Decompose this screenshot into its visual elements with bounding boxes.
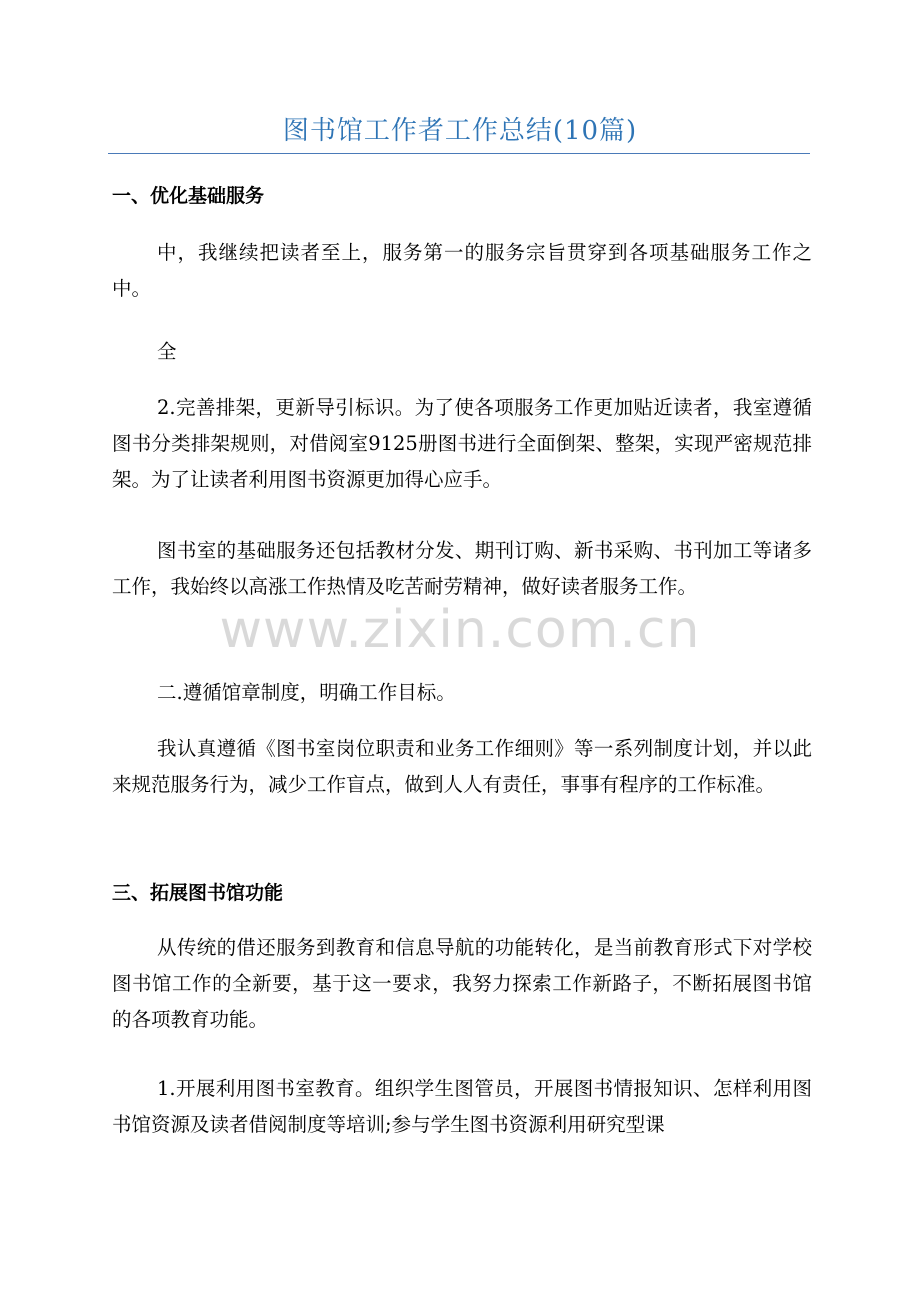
paragraph: 2.完善排架，更新导引标识。为了使各项服务工作更加贴近读者，我室遵循图书分类排架规则，对借阅室9125册图书进行全面倒架、整架，实现严密规范排架。为了让读者利用图书资源更加得心应手。: [112, 396, 812, 491]
paragraph: 中，我继续把读者至上，服务第一的服务宗旨贯穿到各项基础服务工作之中。: [112, 241, 812, 300]
title-divider: [108, 153, 810, 154]
paragraph: 1.开展利用图书室教育。组织学生图管员，开展图书情报知识、怎样利用图书馆资源及读者借阅制度等培训;参与学生图书资源利用研究型课: [112, 1077, 812, 1136]
paragraph: 二.遵循馆章制度，明确工作目标。: [157, 681, 456, 704]
document-title: 图书馆工作者工作总结(10篇): [282, 116, 638, 146]
paragraph: 从传统的借还服务到教育和信息导航的功能转化，是当前教育形式下对学校图书馆工作的全新要，基于这一要求，我努力探索工作新路子，不断拓展图书馆的各项教育功能。: [112, 936, 812, 1031]
paragraph: 图书室的基础服务还包括教材分发、期刊订购、新书采购、书刊加工等诸多工作，我始终以高涨工作热情及吃苦耐劳精神，做好读者服务工作。: [112, 539, 812, 598]
section-heading-1: 一、优化基础服务: [112, 185, 265, 207]
paragraph: 我认真遵循《图书室岗位职责和业务工作细则》等一系列制度计划，并以此来规范服务行为，减少工作盲点，做到人人有责任，事事有程序的工作标准。: [112, 737, 812, 796]
watermark: www.zixin.com.cn: [219, 600, 701, 660]
section-heading-3: 三、拓展图书馆功能: [112, 882, 284, 904]
paragraph: 全: [157, 340, 177, 363]
